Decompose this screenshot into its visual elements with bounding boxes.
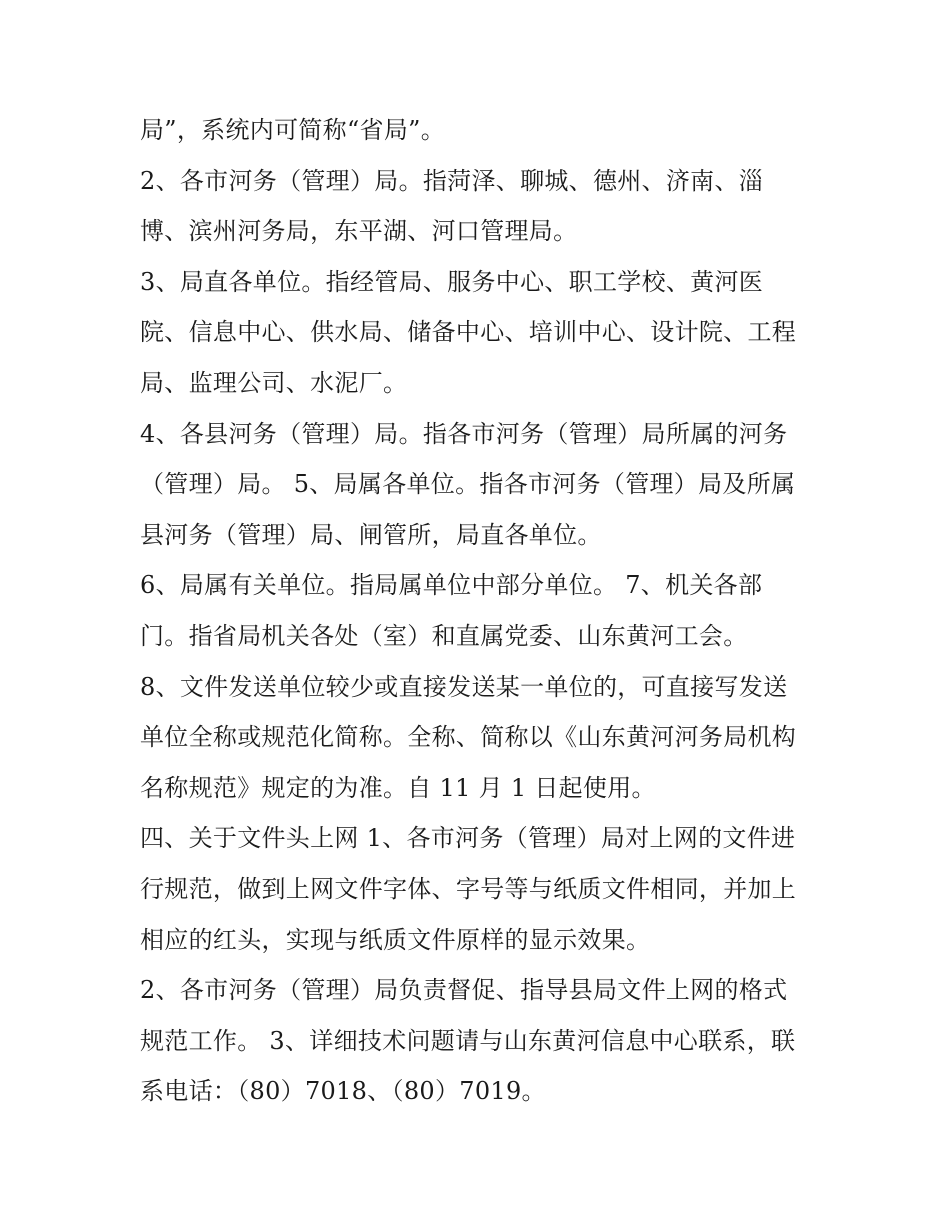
text-line: 行规范，做到上网文件字体、字号等与纸质文件相同，并加上	[140, 874, 797, 903]
text-line: （管理）局。 5、局属各单位。指各市河务（管理）局及所属	[140, 470, 796, 499]
text-line: 名称规范》规定的为准。自 11 月 1 日起使用。	[140, 773, 656, 802]
text-line: 局、监理公司、水泥厂。	[140, 368, 408, 397]
text-line: 局”，系统内可简称“省局”。	[140, 116, 446, 144]
text-line: 4、各县河务（管理）局。指各市河务（管理）局所属的河务	[140, 419, 788, 448]
text-line: 2、各市河务（管理）局。指菏泽、聊城、德州、济南、淄	[140, 166, 764, 195]
text-line: 四、关于文件头上网 1、各市河务（管理）局对上网的文件进	[140, 824, 796, 853]
text-line: 3、局直各单位。指经管局、服务中心、职工学校、黄河医	[140, 267, 764, 296]
text-line: 规范工作。 3、详细技术问题请与山东黄河信息中心联系，联	[140, 1026, 796, 1055]
text-line: 6、局属有关单位。指局属单位中部分单位。 7、机关各部	[140, 571, 763, 600]
body-text	[140, 105, 820, 1117]
text-line: 院、信息中心、供水局、储备中心、培训中心、设计院、工程	[140, 318, 797, 347]
text-line: 相应的红头，实现与纸质文件原样的显示效果。	[140, 925, 651, 954]
text-line: 单位全称或规范化简称。全称、简称以《山东黄河河务局机构	[140, 723, 797, 752]
text-line: 门。指省局机关各处（室）和直属党委、山东黄河工会。	[140, 621, 748, 650]
text-line: 8、文件发送单位较少或直接发送某一单位的，可直接写发送	[140, 672, 788, 701]
text-line: 2、各市河务（管理）局负责督促、指导县局文件上网的格式	[140, 976, 788, 1005]
text-line: 系电话：（80）7018、（80）7019。	[140, 1077, 546, 1106]
text-line: 博、滨州河务局，东平湖、河口管理局。	[140, 217, 578, 246]
text-line: 县河务（管理）局、闸管所，局直各单位。	[140, 520, 602, 549]
